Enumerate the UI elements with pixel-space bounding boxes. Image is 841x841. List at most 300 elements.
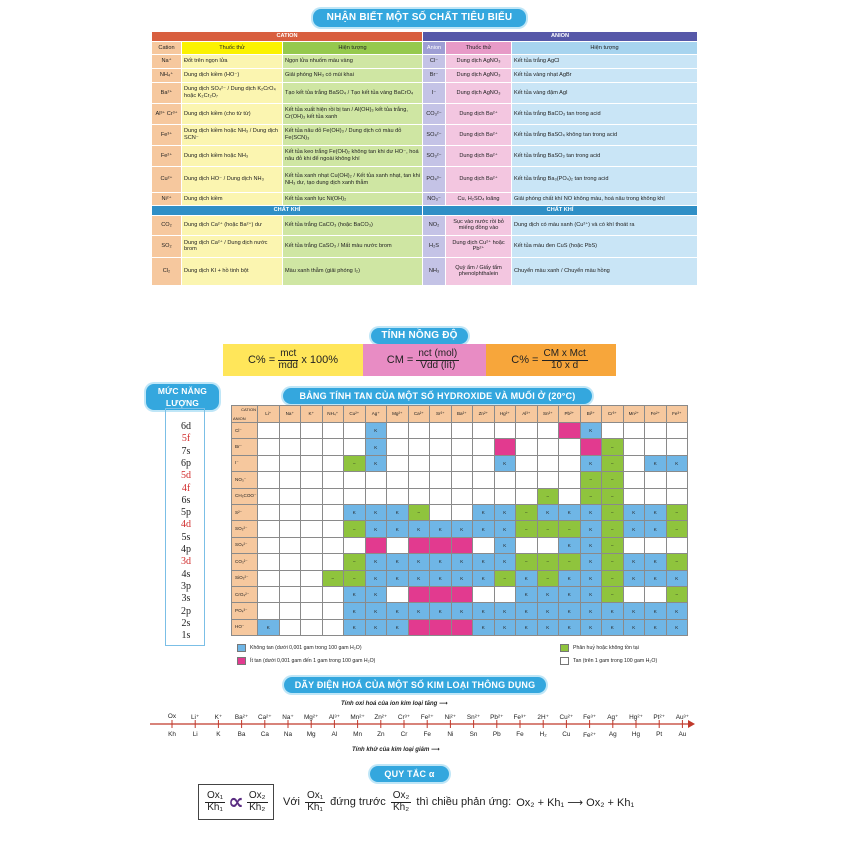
reagent-cell: Dung dịch HO⁻ / Dung dịch NH₃ bbox=[182, 167, 283, 193]
solubility-cell: – bbox=[602, 521, 624, 537]
solubility-cell bbox=[280, 521, 302, 537]
solubility-cell bbox=[258, 603, 280, 619]
series-oxidant: Fe³⁺ bbox=[513, 714, 527, 721]
solubility-cell bbox=[473, 439, 495, 455]
solubility-cell bbox=[258, 554, 280, 570]
solubility-cell bbox=[323, 538, 345, 554]
solubility-cell: K bbox=[667, 603, 689, 619]
solubility-cell: K bbox=[366, 587, 388, 603]
cation-header: Sr²⁺ bbox=[430, 406, 452, 423]
solubility-cell: K bbox=[366, 571, 388, 587]
solubility-cell bbox=[344, 538, 366, 554]
phenomenon-cell: Kết tủa xuất hiện rồi bị tan / Al(OH)₃ kết tủa trắng, Cr(OH)₃ kết tủa xanh bbox=[283, 104, 423, 125]
rule-frac-4 bbox=[391, 791, 412, 813]
cation-cell: Na⁺ bbox=[152, 55, 182, 69]
solubility-cell bbox=[301, 538, 323, 554]
solubility-cell: K bbox=[581, 521, 603, 537]
col-header-cation: Cation bbox=[152, 42, 182, 55]
reagent-cell: Dung dịch AgNO₃ bbox=[446, 55, 512, 69]
formula-mass-percent bbox=[223, 344, 363, 376]
solubility-cell: – bbox=[581, 472, 603, 488]
cation-cell: CO₂ bbox=[152, 215, 182, 235]
solubility-cell bbox=[409, 423, 431, 439]
solubility-cell: – bbox=[602, 538, 624, 554]
solubility-cell: – bbox=[323, 571, 345, 587]
solubility-cell bbox=[258, 571, 280, 587]
solubility-cell: – bbox=[559, 521, 581, 537]
solubility-cell: K bbox=[624, 505, 646, 521]
solubility-cell: K bbox=[645, 603, 667, 619]
solubility-title: BẢNG TÍNH TAN CỦA MỘT SỐ HYDROXIDE VÀ MUỐI Ở (20°C) bbox=[283, 388, 592, 404]
f2-den: Vdd (lít) bbox=[420, 359, 456, 371]
solubility-cell: K bbox=[387, 521, 409, 537]
solubility-cell bbox=[344, 439, 366, 455]
solubility-cell bbox=[452, 423, 474, 439]
energy-level: 4d bbox=[181, 519, 191, 531]
anion-header: PO₄³⁻ bbox=[232, 603, 258, 619]
phenomenon-cell: Kết tủa vàng nhạt AgBr bbox=[512, 69, 698, 83]
anion-header: I⁻ bbox=[232, 456, 258, 472]
series-oxidant: Pb²⁺ bbox=[490, 714, 504, 721]
solubility-cell: K bbox=[344, 587, 366, 603]
series-reductant: Li bbox=[192, 731, 198, 738]
solubility-cell: K bbox=[452, 554, 474, 570]
solubility-cell bbox=[473, 472, 495, 488]
energy-level: 6p bbox=[181, 457, 191, 469]
anion-header: SO₃²⁻ bbox=[232, 521, 258, 537]
solubility-cell bbox=[258, 423, 280, 439]
solubility-cell: K bbox=[645, 456, 667, 472]
ox-caption-text: Tính oxi hoá của ion kim loại tăng bbox=[341, 701, 438, 707]
rule-kh1: Kh₁ bbox=[207, 801, 223, 813]
solubility-cell: K bbox=[387, 620, 409, 636]
identification-table bbox=[151, 31, 698, 286]
solubility-cell: K bbox=[409, 554, 431, 570]
solubility-cell: – bbox=[602, 439, 624, 455]
solubility-cell: – bbox=[667, 505, 689, 521]
f1-fraction bbox=[278, 349, 298, 371]
solubility-cell bbox=[516, 489, 538, 505]
solubility-cell bbox=[280, 538, 302, 554]
solubility-cell bbox=[323, 423, 345, 439]
solubility-cell bbox=[452, 587, 474, 603]
f1-rhs: x 100% bbox=[301, 354, 339, 366]
solubility-cell: K bbox=[495, 456, 517, 472]
solubility-cell: K bbox=[258, 620, 280, 636]
solubility-cell bbox=[301, 423, 323, 439]
reagent-cell: Dung dịch Ba²⁺ bbox=[446, 146, 512, 167]
solubility-cell bbox=[430, 439, 452, 455]
series-reductant: K bbox=[216, 731, 221, 738]
solubility-cell: K bbox=[452, 521, 474, 537]
solubility-cell bbox=[258, 538, 280, 554]
phenomenon-cell: Giải phóng NH₃ có mùi khai bbox=[283, 69, 423, 83]
solubility-cell: – bbox=[602, 571, 624, 587]
gas-header-left: CHẤT KHÍ bbox=[152, 206, 423, 216]
solubility-cell bbox=[280, 472, 302, 488]
solubility-cell: K bbox=[645, 554, 667, 570]
anion-header: NO₃⁻ bbox=[232, 472, 258, 488]
series-oxidant: Cr³⁺ bbox=[397, 714, 411, 721]
energy-level: 6s bbox=[181, 494, 191, 506]
solubility-cell: K bbox=[645, 521, 667, 537]
solubility-cell: K bbox=[387, 505, 409, 521]
col-header-anion: Anion bbox=[423, 42, 446, 55]
solubility-cell bbox=[452, 489, 474, 505]
reagent-cell: Dung dịch Ca²⁺ (hoặc Ba²⁺) dư bbox=[182, 215, 283, 235]
phenomenon-cell: Tạo kết tủa trắng BaSO₄ / Tạo kết tủa vàng BaCrO₄ bbox=[283, 83, 423, 104]
cation-header: Fe²⁺ bbox=[645, 406, 667, 423]
solubility-cell bbox=[624, 423, 646, 439]
table-row bbox=[152, 167, 698, 193]
solubility-cell bbox=[645, 538, 667, 554]
table-row bbox=[152, 193, 698, 206]
series-reductant: Ni bbox=[447, 731, 454, 738]
solubility-cell bbox=[301, 456, 323, 472]
solubility-cell bbox=[624, 456, 646, 472]
energy-title: MỨC NĂNG LƯỢNG bbox=[146, 384, 219, 410]
series-reductant: Ca bbox=[260, 731, 269, 738]
solubility-cell: – bbox=[602, 489, 624, 505]
phenomenon-cell: Màu xanh thẫm (giải phóng I₂) bbox=[283, 257, 423, 285]
gas-header-right: CHẤT KHÍ bbox=[423, 206, 698, 216]
solubility-cell: – bbox=[516, 554, 538, 570]
anion-header: SO₄²⁻ bbox=[232, 538, 258, 554]
series-reductant: Cr bbox=[400, 731, 408, 738]
solubility-cell bbox=[495, 472, 517, 488]
rule-ox1: Ox₁ bbox=[207, 790, 224, 801]
solubility-cell: K bbox=[473, 620, 495, 636]
solubility-cell bbox=[323, 439, 345, 455]
cation-header: Cr³⁺ bbox=[602, 406, 624, 423]
solubility-cell: K bbox=[624, 620, 646, 636]
phenomenon-cell: Kết tủa xanh lục Ni(OH)₂ bbox=[283, 193, 423, 206]
reagent-cell: Dung dịch kiềm (cho từ từ) bbox=[182, 104, 283, 125]
table-row bbox=[152, 257, 698, 285]
cation-header: K⁺ bbox=[301, 406, 323, 423]
solubility-cell bbox=[301, 603, 323, 619]
reagent-cell: Quỳ ẩm / Giấy tẩm phenolphthalein bbox=[446, 257, 512, 285]
solubility-cell: K bbox=[366, 439, 388, 455]
solubility-cell bbox=[452, 472, 474, 488]
solubility-cell: K bbox=[366, 603, 388, 619]
phenomenon-cell: Kết tủa xanh nhạt Cu(OH)₂ / Kết tủa xanh nhạt, tan khi NH₃ dư, tạo dung dịch xanh thẫm bbox=[283, 167, 423, 193]
solubility-cell bbox=[473, 423, 495, 439]
solubility-cell bbox=[323, 505, 345, 521]
solubility-cell: K bbox=[581, 571, 603, 587]
anion-cell: SO₃²⁻ bbox=[423, 146, 446, 167]
solubility-cell bbox=[430, 587, 452, 603]
solubility-cell bbox=[409, 587, 431, 603]
solubility-cell: K bbox=[387, 554, 409, 570]
solubility-cell bbox=[387, 439, 409, 455]
solubility-cell: K bbox=[409, 603, 431, 619]
solubility-cell bbox=[258, 587, 280, 603]
series-reductant: Kh bbox=[168, 731, 176, 738]
series-reductant: Pt bbox=[656, 731, 663, 738]
energy-level: 4f bbox=[181, 482, 191, 494]
energy-level: 5d bbox=[181, 470, 191, 482]
anion-header: CO₃²⁻ bbox=[232, 554, 258, 570]
solubility-cell: K bbox=[538, 505, 560, 521]
series-reductant: Al bbox=[331, 731, 338, 738]
cation-header: Pb²⁺ bbox=[559, 406, 581, 423]
solubility-cell bbox=[387, 538, 409, 554]
legend-swatch-insoluble bbox=[237, 644, 246, 652]
solubility-cell bbox=[559, 439, 581, 455]
main-title: NHẬN BIẾT MỘT SỐ CHẤT TIÊU BIỂU bbox=[313, 9, 526, 27]
solubility-cell bbox=[602, 423, 624, 439]
cation-header: Fe³⁺ bbox=[667, 406, 689, 423]
series-title: DÃY ĐIỆN HOÁ CỦA MỘT SỐ KIM LOẠI THÔNG DỤNG bbox=[284, 677, 546, 693]
series-oxidant: Au³⁺ bbox=[675, 714, 690, 721]
solubility-cell bbox=[301, 472, 323, 488]
solubility-cell bbox=[516, 423, 538, 439]
reagent-cell: Dung dịch AgNO₃ bbox=[446, 83, 512, 104]
solubility-cell bbox=[473, 456, 495, 472]
solubility-cell: K bbox=[430, 603, 452, 619]
solubility-cell: K bbox=[344, 620, 366, 636]
solubility-cell bbox=[323, 521, 345, 537]
cation-cell: Al³⁺ Cr³⁺ bbox=[152, 104, 182, 125]
solubility-cell: – bbox=[409, 505, 431, 521]
rule-ox2-b: Ox₂ bbox=[392, 790, 410, 801]
solubility-cell bbox=[409, 620, 431, 636]
solubility-cell bbox=[280, 456, 302, 472]
solubility-cell bbox=[667, 439, 689, 455]
series-oxidant: Hg²⁺ bbox=[629, 714, 643, 721]
solubility-cell bbox=[516, 439, 538, 455]
f1-lhs: C% = bbox=[247, 354, 276, 366]
anion-header: HO⁻ bbox=[232, 620, 258, 636]
cation-header: Sn²⁺ bbox=[538, 406, 560, 423]
solubility-cell bbox=[323, 472, 345, 488]
solubility-cell: K bbox=[667, 571, 689, 587]
rule-statement bbox=[283, 787, 634, 817]
cation-header: Mn²⁺ bbox=[624, 406, 646, 423]
solubility-cell: K bbox=[559, 603, 581, 619]
series-reductant: Fe bbox=[516, 731, 524, 738]
solubility-cell bbox=[538, 472, 560, 488]
series-oxidant: Mn²⁺ bbox=[350, 714, 365, 721]
f2-num: nct (mol) bbox=[418, 348, 458, 359]
reagent-cell: Cu, H₂SO₄ loãng bbox=[446, 193, 512, 206]
reagent-cell: Dung dịch Ba²⁺ bbox=[446, 104, 512, 125]
cation-header: Ca²⁺ bbox=[409, 406, 431, 423]
series-oxidant: Al³⁺ bbox=[328, 714, 340, 721]
phenomenon-cell: Giải phóng chất khí NO không màu, hoá nâu trong không khí bbox=[512, 193, 698, 206]
solubility-cell: K bbox=[645, 505, 667, 521]
solubility-cell: – bbox=[516, 521, 538, 537]
solubility-cell bbox=[301, 620, 323, 636]
reagent-cell: Dung dịch kiềm hoặc NH₃ / Dung dịch SCN⁻ bbox=[182, 125, 283, 146]
solubility-cell: K bbox=[516, 587, 538, 603]
solubility-cell: K bbox=[581, 456, 603, 472]
table-row bbox=[152, 69, 698, 83]
solubility-cell bbox=[344, 423, 366, 439]
solubility-cell: – bbox=[559, 554, 581, 570]
series-oxidant: Ca²⁺ bbox=[257, 714, 272, 721]
energy-level: 2p bbox=[181, 605, 191, 617]
cation-header: Mg²⁺ bbox=[387, 406, 409, 423]
solubility-cell bbox=[473, 538, 495, 554]
solubility-cell: K bbox=[602, 620, 624, 636]
formula-conversion bbox=[486, 344, 616, 376]
solubility-cell: K bbox=[602, 603, 624, 619]
solubility-cell: K bbox=[430, 571, 452, 587]
rule-title: QUY TẮC α bbox=[370, 766, 449, 782]
solubility-cell: K bbox=[581, 538, 603, 554]
red-caption bbox=[352, 746, 440, 753]
cation-header: Bi³⁺ bbox=[581, 406, 603, 423]
solubility-cell bbox=[323, 587, 345, 603]
solubility-cell bbox=[258, 456, 280, 472]
series-reductant: Zn bbox=[377, 731, 385, 738]
solubility-cell bbox=[323, 489, 345, 505]
solubility-cell bbox=[538, 456, 560, 472]
f3-lhs: C% = bbox=[511, 354, 539, 366]
rule-text-1: Với bbox=[283, 796, 300, 808]
solubility-cell: K bbox=[559, 571, 581, 587]
solubility-cell bbox=[624, 538, 646, 554]
solubility-cell bbox=[430, 489, 452, 505]
f1-num: mct bbox=[280, 348, 297, 359]
solubility-cell: K bbox=[495, 554, 517, 570]
solubility-cell: K bbox=[452, 571, 474, 587]
solubility-cell bbox=[301, 521, 323, 537]
reagent-cell: Đốt trên ngọn lửa bbox=[182, 55, 283, 69]
anion-cell: SO₄²⁻ bbox=[423, 125, 446, 146]
solubility-cell: – bbox=[538, 571, 560, 587]
solubility-cell: – bbox=[516, 505, 538, 521]
anion-header: SiO₃²⁻ bbox=[232, 571, 258, 587]
f3-num: CM x Mct bbox=[543, 348, 586, 359]
solubility-cell: K bbox=[538, 603, 560, 619]
cation-header: Hg²⁺ bbox=[495, 406, 517, 423]
solubility-cell bbox=[559, 423, 581, 439]
solubility-cell bbox=[667, 423, 689, 439]
solubility-cell bbox=[645, 489, 667, 505]
solubility-cell: – bbox=[602, 456, 624, 472]
solubility-cell: K bbox=[366, 505, 388, 521]
solubility-cell: K bbox=[366, 620, 388, 636]
reagent-cell: Dung dịch KI + hồ tinh bột bbox=[182, 257, 283, 285]
energy-level: 6d bbox=[181, 421, 191, 432]
phenomenon-cell: Kết tủa trắng CaCO₃ (hoặc BaCO₃) bbox=[283, 215, 423, 235]
solubility-cell bbox=[645, 423, 667, 439]
phenomenon-cell: Kết tủa trắng BaSO₄ không tan trong acid bbox=[512, 125, 698, 146]
alpha-icon: ∝ bbox=[228, 789, 244, 814]
phenomenon-cell: Kết tủa trắng Ba₃(PO₄)₂ tan trong acid bbox=[512, 167, 698, 193]
solubility-cell: – bbox=[495, 571, 517, 587]
table-row bbox=[152, 146, 698, 167]
solubility-cell: – bbox=[667, 554, 689, 570]
legend-swatch-slightly bbox=[237, 657, 246, 665]
solubility-cell bbox=[258, 505, 280, 521]
col-header-reagent: Thuốc thử bbox=[446, 42, 512, 55]
solubility-cell bbox=[387, 423, 409, 439]
table-row bbox=[152, 235, 698, 257]
series-reductant: Mg bbox=[306, 731, 316, 738]
solubility-cell bbox=[409, 489, 431, 505]
solubility-cell: – bbox=[602, 554, 624, 570]
cation-cell: SO₂ bbox=[152, 235, 182, 257]
solubility-cell bbox=[366, 472, 388, 488]
solubility-cell bbox=[387, 587, 409, 603]
series-reductant: Ag bbox=[608, 731, 617, 738]
series-oxidant: Sn²⁺ bbox=[466, 714, 481, 721]
solubility-cell: K bbox=[495, 505, 517, 521]
anion-cell: Br⁻ bbox=[423, 69, 446, 83]
rule-reaction: Ox₂ + Kh₁ ⟶ Ox₂ + Kh₁ bbox=[516, 796, 635, 809]
solubility-cell bbox=[452, 456, 474, 472]
phenomenon-cell: Kết tủa trắng BaSO₃ tan trong acid bbox=[512, 146, 698, 167]
solubility-cell bbox=[280, 554, 302, 570]
reagent-cell: Dung dịch AgNO₃ bbox=[446, 69, 512, 83]
energy-level: 4p bbox=[181, 544, 191, 555]
f3-den: 10 x d bbox=[550, 359, 579, 371]
anion-header: Cl⁻ bbox=[232, 423, 258, 439]
solubility-cell: – bbox=[538, 521, 560, 537]
solubility-cell bbox=[624, 472, 646, 488]
reagent-cell: Dung dịch kiềm (HO⁻) bbox=[182, 69, 283, 83]
solubility-cell: K bbox=[495, 620, 517, 636]
solubility-cell: K bbox=[624, 554, 646, 570]
solubility-cell: K bbox=[581, 603, 603, 619]
solubility-cell bbox=[323, 603, 345, 619]
cation-header: Na⁺ bbox=[280, 406, 302, 423]
solubility-cell bbox=[387, 489, 409, 505]
solubility-cell: K bbox=[473, 603, 495, 619]
series-oxidant: Ba²⁺ bbox=[234, 714, 249, 721]
series-oxidant: Ag⁺ bbox=[607, 714, 619, 721]
solubility-cell bbox=[409, 472, 431, 488]
reagent-cell: Dung dịch Ba²⁺ bbox=[446, 167, 512, 193]
solubility-cell: K bbox=[581, 620, 603, 636]
solubility-cell: K bbox=[581, 554, 603, 570]
energy-level: 7s bbox=[181, 445, 191, 457]
solubility-cell bbox=[366, 489, 388, 505]
solubility-cell bbox=[645, 439, 667, 455]
red-caption-text: Tính khử của kim loại giảm bbox=[352, 747, 430, 753]
solubility-cell bbox=[280, 571, 302, 587]
solubility-cell: K bbox=[387, 603, 409, 619]
solubility-cell bbox=[645, 587, 667, 603]
table-row bbox=[152, 55, 698, 69]
corner-cation-label: CATION bbox=[241, 407, 256, 412]
series-reductant: Cu bbox=[562, 731, 571, 738]
solubility-cell bbox=[495, 439, 517, 455]
cation-header: Li⁺ bbox=[258, 406, 280, 423]
solubility-cell bbox=[409, 456, 431, 472]
solubility-cell: K bbox=[516, 571, 538, 587]
solubility-cell bbox=[280, 505, 302, 521]
series-oxidant: Fe³⁺ bbox=[583, 714, 597, 721]
anion-header: CrO₄²⁻ bbox=[232, 587, 258, 603]
series-reductant: Ba bbox=[237, 731, 246, 738]
series-reductant: Pb bbox=[492, 731, 501, 738]
solubility-cell bbox=[258, 489, 280, 505]
series-reductant: Hg bbox=[631, 731, 641, 738]
solubility-cell bbox=[301, 587, 323, 603]
anion-header: S²⁻ bbox=[232, 505, 258, 521]
energy-level: 4s bbox=[181, 568, 191, 580]
cation-header: Cu²⁺ bbox=[344, 406, 366, 423]
solubility-cell bbox=[473, 587, 495, 603]
phenomenon-cell: Kết tủa keo trắng Fe(OH)₂ không tan khi dư HO⁻, hoá nâu đỏ khi để ngoài không khí bbox=[283, 146, 423, 167]
series-oxidant: K⁺ bbox=[214, 714, 223, 721]
solubility-cell: – bbox=[602, 505, 624, 521]
